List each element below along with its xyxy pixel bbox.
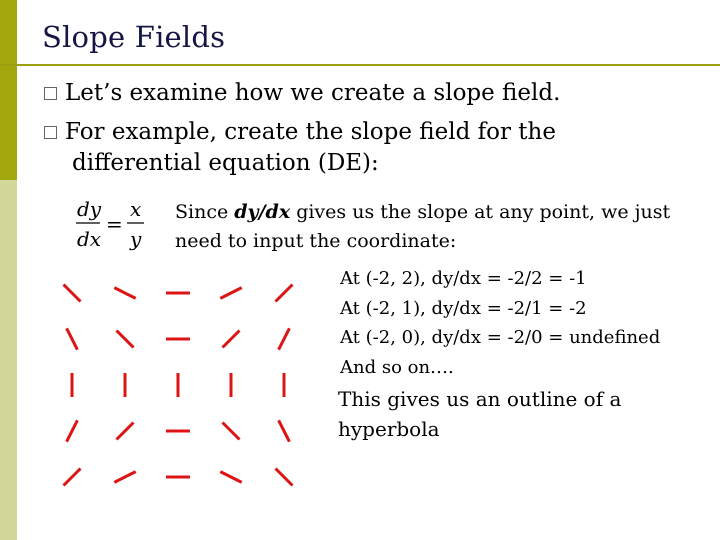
note-line-3: At (-2, 0), dy/dx = -2/0 = undefined	[340, 327, 661, 348]
note-line-4: And so on….	[340, 356, 454, 378]
slope-segment	[223, 331, 240, 348]
equation-equals: =	[106, 212, 123, 236]
bullet-item-2	[44, 117, 556, 148]
slope-segment	[220, 288, 241, 299]
bullet-text-2: For example, create the slope field for the	[65, 119, 556, 145]
equation-lhs-denominator: dx	[77, 227, 102, 251]
sidebar-accent-lower	[0, 180, 17, 540]
slope-segment	[276, 285, 293, 302]
slope-segment	[114, 288, 135, 299]
explanation-prefix: Since	[175, 201, 235, 223]
bullet-continuation: differential equation (DE):	[72, 150, 379, 176]
slope-segment	[279, 328, 290, 349]
slope-segment	[276, 469, 293, 486]
bullet-text-1: Let’s examine how we create a slope field.	[65, 80, 561, 106]
outline-conclusion: This gives us an outline of a hyperbola	[338, 387, 622, 441]
slope-segment	[223, 423, 240, 440]
explanation-rest: gives us the slope at any point, we just need to input the coordinate:	[175, 201, 671, 252]
explanation-text	[175, 198, 695, 256]
slope-segment	[279, 420, 290, 441]
slope-segment	[117, 423, 134, 440]
slope-segment	[220, 472, 241, 483]
slope-field-diagram	[50, 270, 320, 500]
title-rule	[0, 64, 720, 66]
equation-rhs-numerator: x	[130, 197, 142, 221]
slope-notes	[340, 264, 710, 382]
equation-lhs-numerator: dy	[77, 197, 102, 221]
bullet-item-1	[44, 78, 560, 109]
slope-segment	[117, 331, 134, 348]
differential-equation	[74, 196, 154, 256]
slope-segment	[64, 469, 81, 486]
equation-rhs-denominator: y	[130, 227, 142, 251]
slope-segment	[64, 285, 81, 302]
note-line-1: At (-2, 2), dy/dx = -2/2 = -1	[340, 268, 587, 289]
note-line-2: At (-2, 1), dy/dx = -2/1 = -2	[340, 297, 587, 319]
slope-segment	[114, 472, 135, 483]
page-title: Slope Fields	[42, 20, 226, 54]
slope-segment	[67, 420, 78, 441]
slope-segment	[67, 328, 78, 349]
checkbox-bullet-icon	[44, 126, 57, 139]
explanation-derivative: dy/dx	[234, 201, 291, 223]
checkbox-bullet-icon	[44, 87, 57, 100]
